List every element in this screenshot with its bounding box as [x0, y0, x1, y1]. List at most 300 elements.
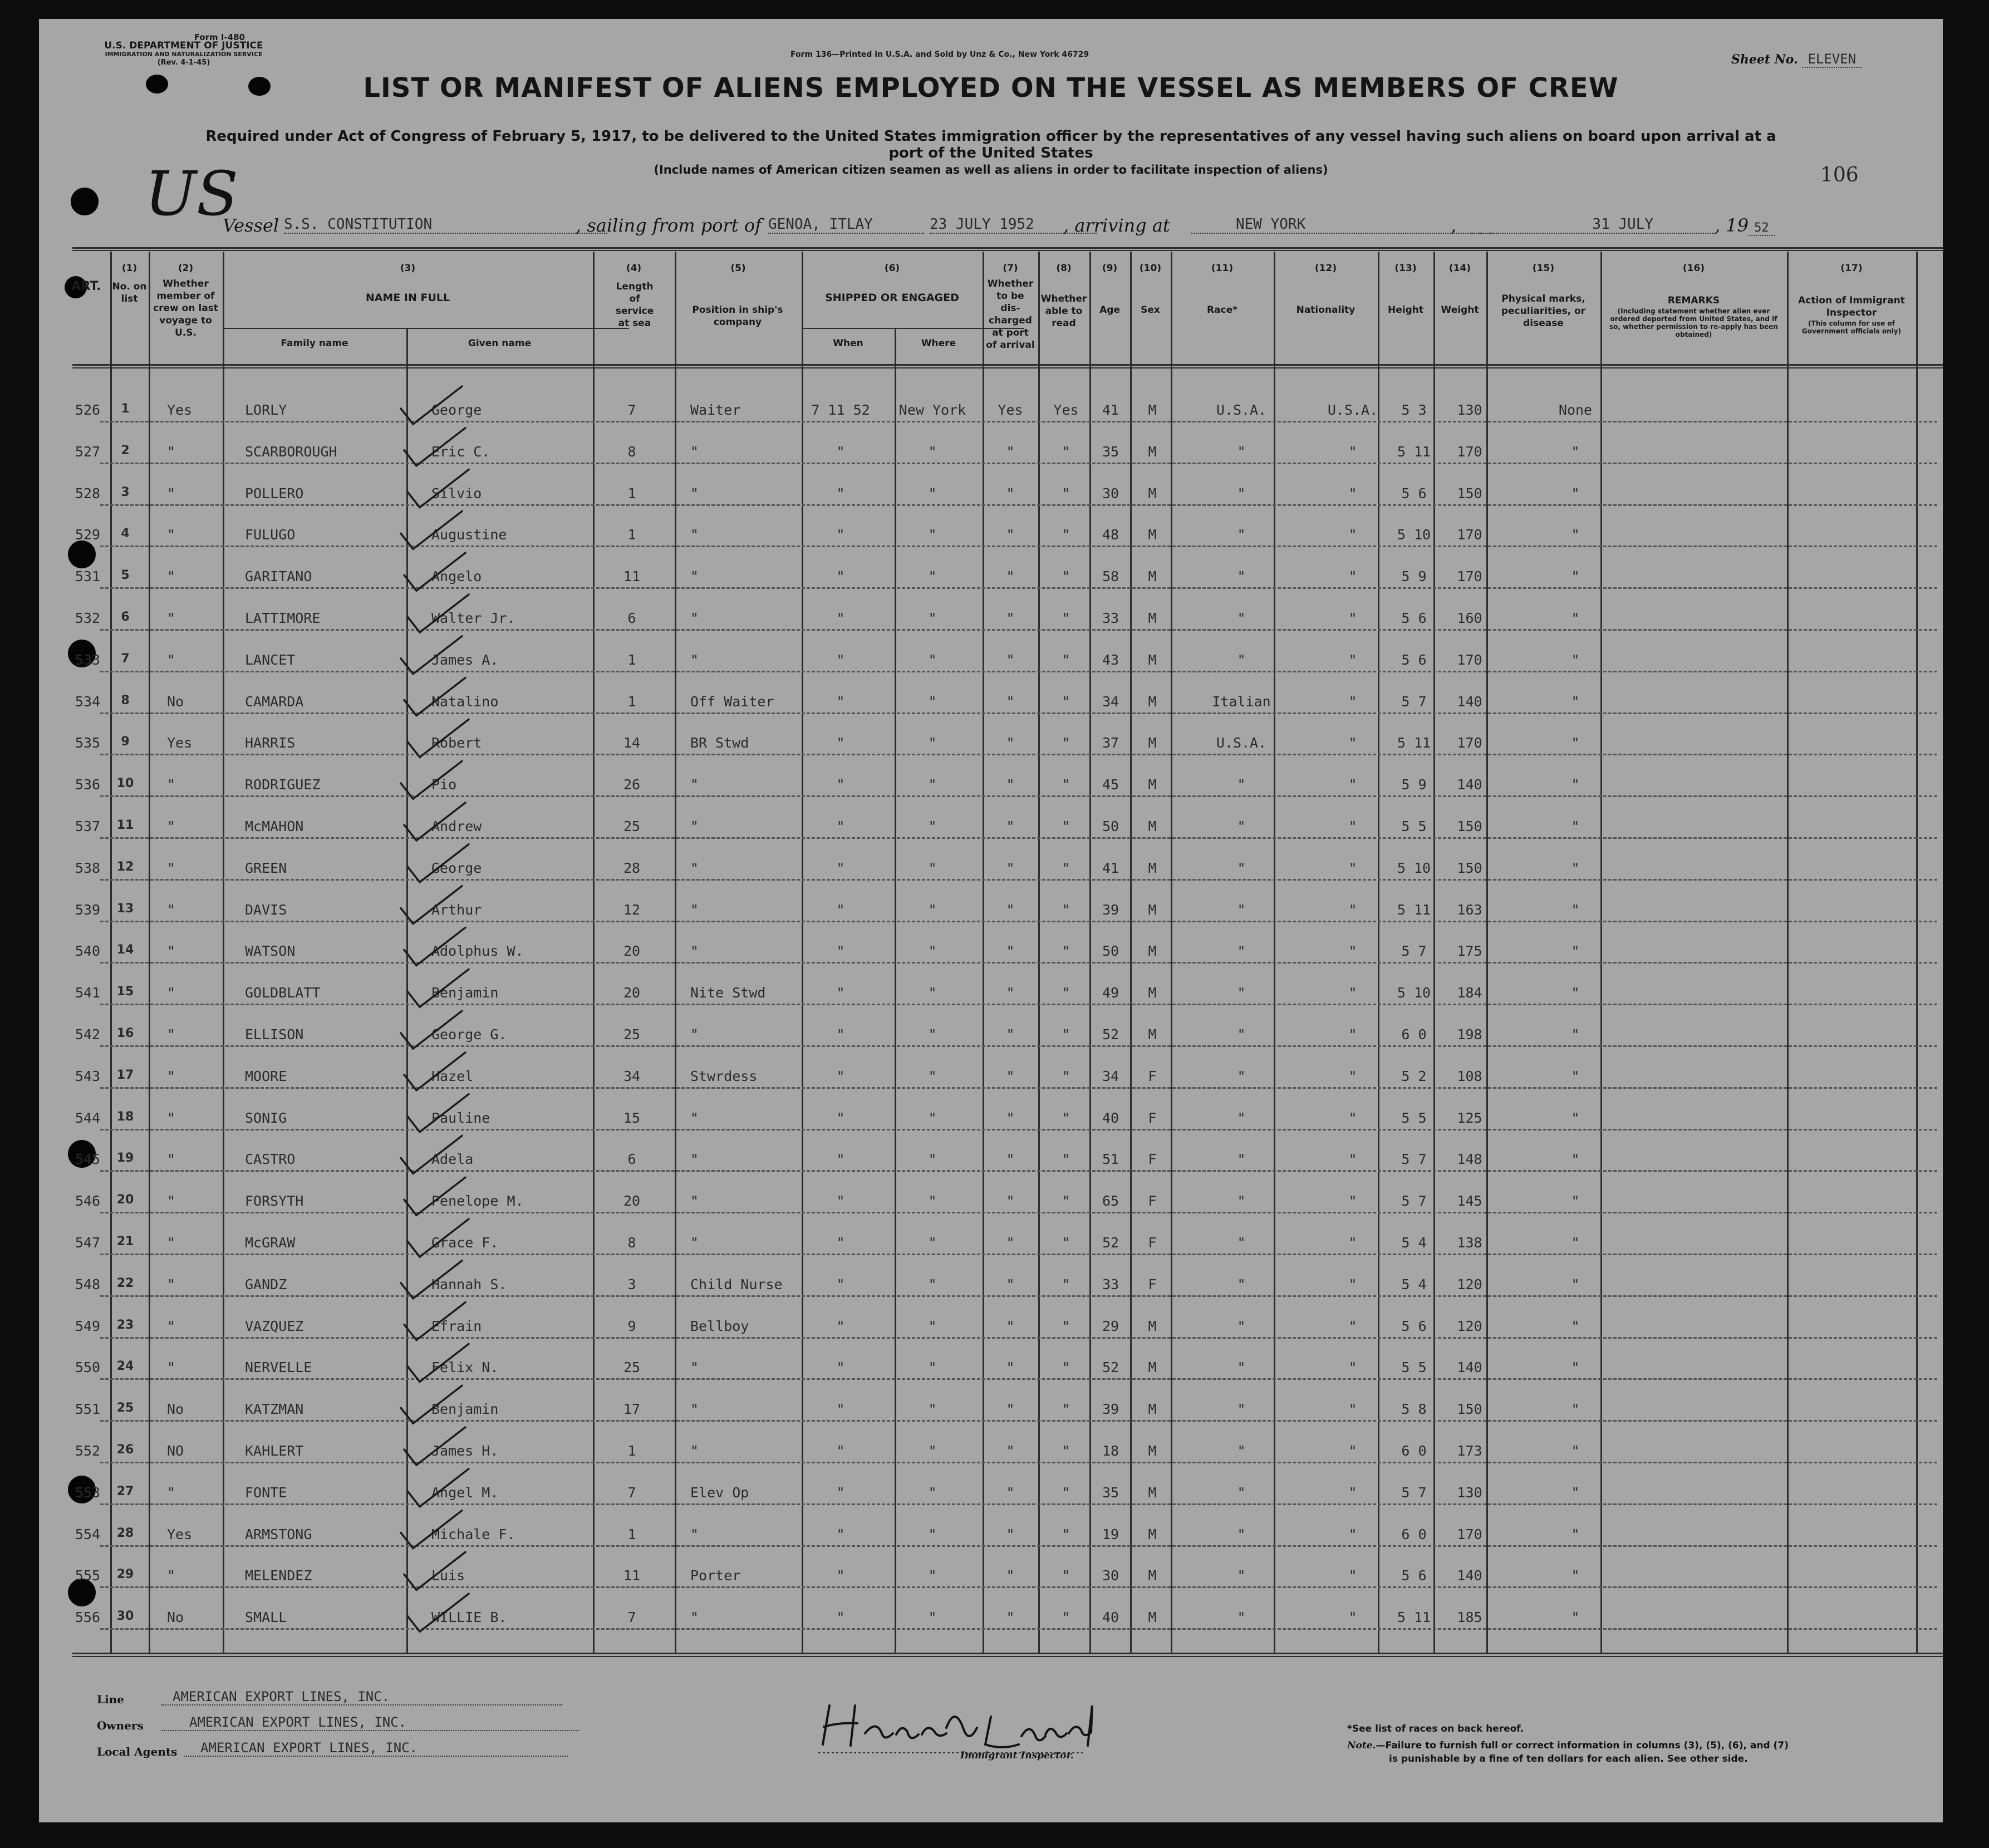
given-name: Felix N.	[431, 1359, 499, 1376]
col13-number: (13)	[1394, 263, 1417, 274]
shipped-where: "	[928, 1026, 937, 1043]
sex: M	[1148, 402, 1157, 418]
nationality: "	[1348, 527, 1357, 543]
col14-header: Weight	[1441, 304, 1479, 316]
ship-position: "	[690, 859, 699, 876]
crew-last-voyage: No	[167, 1401, 184, 1418]
weight: 108	[1457, 1068, 1482, 1084]
nationality: U.S.A.	[1327, 402, 1378, 418]
physical-marks: "	[1571, 1359, 1580, 1376]
list-number: 24	[116, 1359, 134, 1374]
height: 5 4	[1401, 1276, 1427, 1292]
sex: M	[1148, 610, 1157, 626]
checkmark-icon	[404, 553, 465, 591]
given-name: Arthur	[431, 901, 482, 918]
family-name: VAZQUEZ	[245, 1318, 304, 1334]
crew-last-voyage: NO	[167, 1443, 184, 1459]
list-number: 2	[121, 443, 130, 458]
art-number: 534	[75, 693, 100, 710]
age: 50	[1102, 818, 1119, 834]
race: U.S.A.	[1216, 402, 1267, 418]
note-label: Note.	[1347, 1740, 1376, 1751]
able-to-read: "	[1062, 1526, 1070, 1542]
list-number: 18	[116, 1109, 134, 1124]
crew-last-voyage: "	[167, 1193, 176, 1210]
discharged-flag: "	[1006, 1235, 1015, 1251]
list-number: 14	[116, 943, 134, 957]
art-number: 547	[75, 1235, 100, 1251]
ship-position: "	[690, 1401, 699, 1418]
weight: 140	[1457, 1567, 1482, 1584]
arriving-at-label: , arriving at	[1063, 215, 1170, 236]
checkmark-icon	[401, 1511, 462, 1549]
art-number: 548	[75, 1276, 100, 1292]
given-name: Michale F.	[431, 1526, 515, 1542]
height: 5 10	[1397, 527, 1431, 543]
able-to-read: "	[1062, 1443, 1070, 1459]
crew-last-voyage: Yes	[167, 735, 193, 751]
shipped-where: "	[928, 1068, 937, 1084]
given-name: Pauline	[431, 1109, 490, 1126]
height: 5 7	[1401, 1151, 1427, 1168]
service-length: 1	[627, 651, 636, 668]
family-name: McMAHON	[245, 818, 304, 834]
art-number: 542	[75, 1026, 100, 1043]
checkmark-icon	[401, 1261, 462, 1299]
weight: 175	[1457, 943, 1482, 960]
shipped-where: "	[928, 1609, 937, 1626]
given-name: Augustine	[431, 527, 507, 543]
col8-number: (8)	[1056, 263, 1072, 274]
col9-header: Age	[1099, 304, 1120, 316]
arrival-port: NEW YORK	[1191, 216, 1497, 234]
ship-position: "	[690, 1443, 699, 1459]
weight: 140	[1457, 693, 1482, 710]
crew-last-voyage: "	[167, 943, 176, 960]
physical-marks: "	[1571, 1401, 1580, 1418]
departure-port: GENOA, ITLAY	[768, 216, 924, 234]
discharged-flag: "	[1006, 651, 1015, 668]
ship-position: "	[690, 1359, 699, 1376]
col11-header: Race*	[1206, 304, 1238, 316]
list-number: 25	[116, 1401, 134, 1416]
service-length: 1	[627, 527, 636, 543]
age: 18	[1102, 1443, 1119, 1459]
checkmark-icon	[407, 1594, 469, 1631]
service-length: 1	[627, 693, 636, 710]
discharged-flag: "	[1006, 1151, 1015, 1168]
sex: F	[1148, 1193, 1157, 1210]
shipped-when: "	[836, 818, 845, 834]
nationality: "	[1348, 1526, 1357, 1542]
weight: 184	[1457, 985, 1482, 1001]
col16-header: REMARKS	[1667, 295, 1720, 306]
discharged-flag: "	[1006, 1609, 1015, 1626]
arrival-year: , 19 52	[1715, 215, 1775, 236]
physical-marks: "	[1571, 943, 1580, 960]
owners-label: Owners	[97, 1719, 144, 1732]
shipped-where: "	[928, 1151, 937, 1168]
family-name: CASTRO	[245, 1151, 296, 1168]
shipped-where: "	[928, 1443, 937, 1459]
sailing-from-label: , sailing from port of	[576, 215, 762, 236]
weight: 173	[1457, 1443, 1482, 1459]
discharged-flag: "	[1006, 1401, 1015, 1418]
discharged-flag: "	[1006, 901, 1015, 918]
age: 37	[1102, 735, 1119, 751]
crew-last-voyage: "	[167, 776, 176, 793]
weight: 170	[1457, 568, 1482, 585]
age: 29	[1102, 1318, 1119, 1334]
physical-marks: "	[1571, 568, 1580, 585]
ship-position: "	[690, 568, 699, 585]
col10-number: (10)	[1139, 263, 1162, 274]
able-to-read: "	[1062, 610, 1070, 626]
checkmark-icon	[407, 1094, 469, 1132]
weight: 140	[1457, 776, 1482, 793]
height: 5 6	[1401, 485, 1427, 502]
height: 6 0	[1401, 1526, 1427, 1542]
crew-last-voyage: "	[167, 1567, 176, 1584]
list-number: 1	[121, 402, 130, 416]
when-header: When	[833, 338, 863, 349]
race: "	[1237, 1484, 1246, 1501]
sex: M	[1148, 1026, 1157, 1043]
height: 5 7	[1401, 1193, 1427, 1210]
list-number: 27	[116, 1484, 134, 1498]
col17-subheader: (This column for use of Government officials only)	[1801, 320, 1902, 335]
height: 5 4	[1401, 1235, 1427, 1251]
service-length: 34	[623, 1068, 641, 1084]
family-name: LANCET	[245, 651, 296, 668]
able-to-read: "	[1062, 1276, 1070, 1292]
race: "	[1237, 651, 1246, 668]
shipped-when: "	[836, 651, 845, 668]
ship-position: "	[690, 776, 699, 793]
crew-last-voyage: "	[167, 1026, 176, 1043]
shipped-where: "	[928, 1359, 937, 1376]
shipped-where: "	[928, 985, 937, 1001]
family-name: GREEN	[245, 859, 287, 876]
weight: 138	[1457, 1235, 1482, 1251]
age: 33	[1102, 610, 1119, 626]
list-number: 6	[121, 610, 130, 624]
race: "	[1237, 1068, 1246, 1084]
art-number: 540	[75, 943, 100, 960]
age: 34	[1102, 693, 1119, 710]
weight: 170	[1457, 443, 1482, 460]
race: "	[1237, 1318, 1246, 1334]
race: "	[1237, 1026, 1246, 1043]
nationality: "	[1348, 1109, 1357, 1126]
list-number: 17	[116, 1068, 134, 1082]
height: 5 6	[1401, 610, 1427, 626]
checkmark-icon	[404, 1053, 465, 1090]
height: 5 11	[1397, 735, 1431, 751]
nationality: "	[1348, 610, 1357, 626]
shipped-where: "	[928, 735, 937, 751]
checkmark-icon	[404, 428, 465, 466]
sex: M	[1148, 1318, 1157, 1334]
shipped-when: "	[836, 693, 845, 710]
weight: 170	[1457, 651, 1482, 668]
height: 5 6	[1401, 1567, 1427, 1584]
given-name: James A.	[431, 651, 499, 668]
given-name: Pio	[431, 776, 457, 793]
arrival-year-prefix: 19	[1726, 215, 1749, 236]
able-to-read: "	[1062, 985, 1070, 1001]
ship-position: "	[690, 1151, 699, 1168]
shipped-when: "	[836, 443, 845, 460]
physical-marks: "	[1571, 443, 1580, 460]
sex: M	[1148, 1609, 1157, 1626]
sex: M	[1148, 1443, 1157, 1459]
sex: F	[1148, 1151, 1157, 1168]
height: 5 2	[1401, 1068, 1427, 1084]
shipped-where: "	[928, 1276, 937, 1292]
weight: 120	[1457, 1276, 1482, 1292]
race: "	[1237, 859, 1246, 876]
ship-position: "	[690, 610, 699, 626]
nationality: "	[1348, 943, 1357, 960]
col17-number: (17)	[1840, 263, 1863, 274]
crew-last-voyage: "	[167, 985, 176, 1001]
age: 52	[1102, 1026, 1119, 1043]
ship-position: BR Stwd	[690, 735, 749, 751]
given-name: James H.	[431, 1443, 499, 1459]
physical-marks: "	[1571, 1109, 1580, 1126]
weight: 150	[1457, 1401, 1482, 1418]
checkmark-icon	[404, 927, 465, 965]
age: 40	[1102, 1109, 1119, 1126]
sex: M	[1148, 859, 1157, 876]
discharged-flag: "	[1006, 1276, 1015, 1292]
shipped-when: "	[836, 735, 845, 751]
service-length: 25	[623, 818, 641, 834]
given-name: Robert	[431, 735, 482, 751]
discharged-flag: "	[1006, 859, 1015, 876]
department-name: U.S. DEPARTMENT OF JUSTICE	[104, 40, 263, 51]
service-length: 14	[623, 735, 641, 751]
weight: 198	[1457, 1026, 1482, 1043]
given-name: Eric C.	[431, 443, 490, 460]
sex: F	[1148, 1235, 1157, 1251]
discharged-flag: "	[1006, 1567, 1015, 1584]
service-length: 7	[627, 1609, 636, 1626]
age: 40	[1102, 1609, 1119, 1626]
checkmark-icon	[401, 1136, 462, 1173]
discharged-flag: "	[1006, 985, 1015, 1001]
physical-marks: "	[1571, 985, 1580, 1001]
weight: 170	[1457, 527, 1482, 543]
shipped-when: "	[836, 485, 845, 502]
weight: 120	[1457, 1318, 1482, 1334]
service-length: 3	[627, 1276, 636, 1292]
crew-last-voyage: "	[167, 1109, 176, 1126]
nationality: "	[1348, 485, 1357, 502]
service-length: 6	[627, 610, 636, 626]
ship-position: "	[690, 943, 699, 960]
family-name: NERVELLE	[245, 1359, 312, 1376]
shipped-when: "	[836, 1276, 845, 1292]
col1-number: (1)	[121, 263, 137, 274]
family-name: FORSYTH	[245, 1193, 304, 1210]
able-to-read: Yes	[1053, 402, 1079, 418]
shipped-when: "	[836, 610, 845, 626]
discharged-flag: "	[1006, 568, 1015, 585]
age: 30	[1102, 485, 1119, 502]
shipped-when: "	[836, 527, 845, 543]
shipped-where: "	[928, 1526, 937, 1542]
discharged-flag: "	[1006, 1443, 1015, 1459]
checkmark-icon	[401, 1011, 462, 1049]
art-number: 543	[75, 1068, 100, 1084]
shipped-when: "	[836, 1235, 845, 1251]
crew-last-voyage: "	[167, 1484, 176, 1501]
ship-position: "	[690, 651, 699, 668]
ship-position: "	[690, 1193, 699, 1210]
col4-header: Length of service at sea	[615, 281, 654, 329]
art-number: 551	[75, 1401, 100, 1418]
age: 41	[1102, 859, 1119, 876]
discharged-flag: "	[1006, 1026, 1015, 1043]
shipped-where: New York	[898, 402, 966, 418]
age: 48	[1102, 527, 1119, 543]
race: "	[1237, 1567, 1246, 1584]
family-name: WATSON	[245, 943, 296, 960]
checkmark-icon	[404, 1427, 465, 1465]
nationality: "	[1348, 1151, 1357, 1168]
family-name: SMALL	[245, 1609, 287, 1626]
sex: F	[1148, 1276, 1157, 1292]
physical-marks: "	[1571, 901, 1580, 918]
checkmark-icon	[401, 1385, 462, 1423]
family-name: HARRIS	[245, 735, 296, 751]
discharged-flag: "	[1006, 1109, 1015, 1126]
vessel-line-comma: ,	[1451, 215, 1457, 236]
given-name: George G.	[431, 1026, 507, 1043]
ship-position: Bellboy	[690, 1318, 749, 1334]
weight: 185	[1457, 1609, 1482, 1626]
physical-marks: "	[1571, 1567, 1580, 1584]
family-name: MOORE	[245, 1068, 287, 1084]
able-to-read: "	[1062, 527, 1070, 543]
weight: 170	[1457, 735, 1482, 751]
ship-position: "	[690, 485, 699, 502]
given-name: Luis	[431, 1567, 465, 1584]
discharged-flag: "	[1006, 485, 1015, 502]
shipped-where: "	[928, 568, 937, 585]
age: 19	[1102, 1526, 1119, 1542]
col6-header: SHIPPED OR ENGAGED	[825, 292, 959, 304]
checkmark-icon	[401, 511, 462, 549]
col4-number: (4)	[626, 263, 642, 274]
col13-header: Height	[1388, 304, 1423, 316]
shipped-when: 7 11 52	[811, 402, 870, 418]
height: 5 11	[1397, 901, 1431, 918]
sex: M	[1148, 1526, 1157, 1542]
age: 45	[1102, 776, 1119, 793]
age: 30	[1102, 1567, 1119, 1584]
sex: M	[1148, 943, 1157, 960]
shipped-where: "	[928, 1235, 937, 1251]
art-number: 533	[75, 651, 100, 668]
age: 41	[1102, 402, 1119, 418]
checkmark-icon	[407, 1469, 469, 1507]
crew-last-voyage: "	[167, 1276, 176, 1292]
crew-last-voyage: "	[167, 1068, 176, 1084]
list-number: 9	[121, 735, 130, 749]
art-number: 554	[75, 1526, 100, 1542]
ship-position: Waiter	[690, 402, 741, 418]
service-length: 12	[623, 901, 641, 918]
ship-position: "	[690, 1609, 699, 1626]
able-to-read: "	[1062, 693, 1070, 710]
shipped-when: "	[836, 1359, 845, 1376]
arrival-year-suffix: 52	[1749, 221, 1775, 236]
list-number: 29	[116, 1567, 134, 1582]
ship-position: "	[690, 1526, 699, 1542]
nationality: "	[1348, 1484, 1357, 1501]
sex: M	[1148, 1484, 1157, 1501]
race: "	[1237, 1193, 1246, 1210]
nationality: "	[1348, 443, 1357, 460]
height: 6 0	[1401, 1026, 1427, 1043]
checkmark-icon	[407, 594, 469, 632]
crew-last-voyage: "	[167, 610, 176, 626]
shipped-where: "	[928, 1401, 937, 1418]
nationality: "	[1348, 735, 1357, 751]
shipped-where: "	[928, 943, 937, 960]
shipped-where: "	[928, 1567, 937, 1584]
height: 5 5	[1401, 1359, 1427, 1376]
list-number: 10	[116, 776, 134, 791]
shipped-where: "	[928, 651, 937, 668]
discharged-flag: "	[1006, 1068, 1015, 1084]
physical-marks: "	[1571, 1609, 1580, 1626]
arriving-at-text: arriving at	[1074, 215, 1170, 236]
discharged-flag: "	[1006, 1526, 1015, 1542]
inspector-label: Immigrant Inspector.	[960, 1750, 1074, 1761]
race: U.S.A.	[1216, 735, 1267, 751]
family-name: MELENDEZ	[245, 1567, 312, 1584]
able-to-read: "	[1062, 568, 1070, 585]
able-to-read: "	[1062, 1359, 1070, 1376]
race: "	[1237, 1235, 1246, 1251]
discharged-flag: "	[1006, 735, 1015, 751]
race: "	[1237, 818, 1246, 834]
height: 5 3	[1401, 402, 1427, 418]
shipped-where: "	[928, 485, 937, 502]
given-name: Angel M.	[431, 1484, 499, 1501]
nationality: "	[1348, 818, 1357, 834]
physical-marks: "	[1571, 1318, 1580, 1334]
service-length: 1	[627, 1526, 636, 1542]
sex: M	[1148, 527, 1157, 543]
race: "	[1237, 485, 1246, 502]
race: Italian	[1212, 693, 1271, 710]
list-number: 16	[116, 1026, 134, 1040]
list-number: 5	[121, 568, 130, 583]
note-text-1: —Failure to furnish full or correct information in columns (3), (5), (6), and (7)	[1376, 1740, 1789, 1751]
local-agents-label: Local Agents	[97, 1745, 178, 1758]
service-length: 26	[623, 776, 641, 793]
race: "	[1237, 527, 1246, 543]
physical-marks: "	[1571, 776, 1580, 793]
list-number: 4	[121, 527, 130, 541]
shipped-where: "	[928, 527, 937, 543]
weight: 148	[1457, 1151, 1482, 1168]
